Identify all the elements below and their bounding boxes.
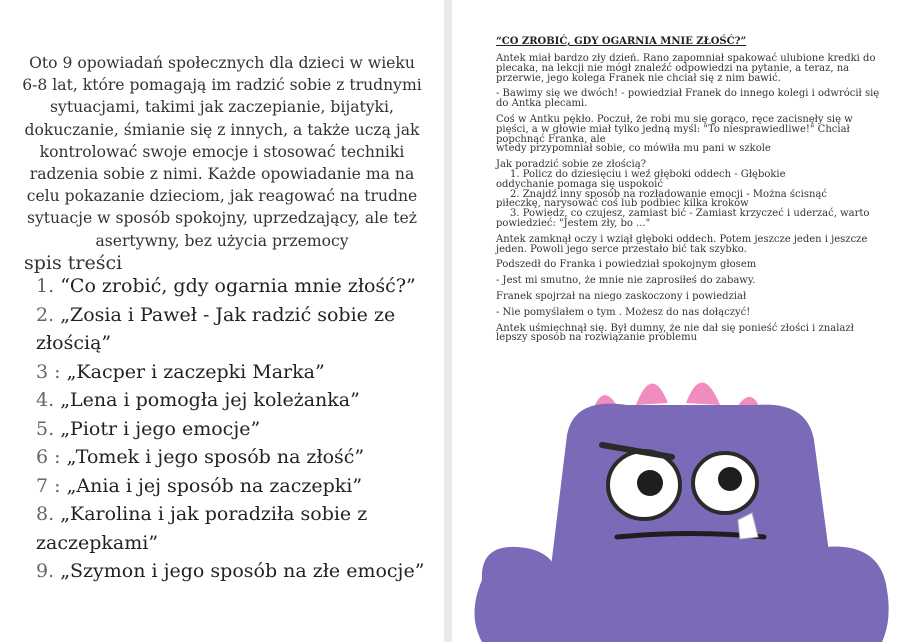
story-paragraph: - Nie pomyślałem o tym . Możesz do nas dołączyć! [496, 306, 751, 318]
story-paragraph: Coś w Antku pękło. Poczuł, że robi mu się gorąco, ręce zacisnęły się w pięści, a w głowie miał tylko jedną myśl: "To niesprawiedliwe!" Chciał popchnąć Franka, ale [496, 113, 853, 145]
story-paragraph: Franek spojrzał na niego zaskoczony i powiedział [496, 290, 747, 302]
story-step: 1. Policz do dziesięciu i weź głęboki oddech - Głębokie [510, 168, 786, 180]
story-paragraph: Antek zamknął oczy i wziął głęboki oddech. Potem jeszcze jeden i jeszcze jeden. Powoli jego serce przestało bić tak szybko. [496, 233, 868, 255]
toc-text: „Ania i jej sposób na zaczepki” [66, 474, 363, 497]
toc-text: „Lena i pomogła jej koleżanka” [60, 389, 360, 411]
toc-item [36, 500, 436, 557]
toc-item [36, 386, 436, 415]
monster-left-hand-icon [475, 547, 559, 642]
toc-number: 4. [36, 389, 55, 411]
toc-item [36, 301, 436, 358]
toc-item [36, 415, 436, 444]
intro-paragraph: Oto 9 opowiadań społecznych dla dzieci w wieku 6-8 lat, które pomagają im radzić sobie z trudnymi sytuacjami, takimi jak zaczepianie, bijatyki, dokuczanie, śmianie się z innych, a także uczą jak kontrolować swoje emocje i stosować techniki radzenia sobie z nimi. Każde opowiadanie ma na celu pokazanie dzieciom, jak reagować na trudne sytuacje w sposób spokojny, uprzedzający, ale też asertywny, bez użycia przemocy [22, 54, 422, 250]
toc-text: „Tomek i jego sposób na złość” [66, 446, 365, 468]
toc-number: 2. [36, 303, 55, 326]
story-paragraph: Antek miał bardzo zły dzień. Rano zapomniał spakować ulubione kredki do plecaka, na lekcji nie mógł znaleźć odpowiedzi na pytanie, a teraz, na przerwie, jego kolega Franek nie chciał się z nim bawić. [496, 53, 876, 84]
story-step-detail: powiedzieć: "Jestem zły, bo ..." [496, 217, 651, 229]
story-paragraph: Podszedł do Franka i powiedział spokojnym głosem [496, 259, 757, 271]
story-step: 3. Powiedz, co czujesz, zamiast bić - Zamiast krzyczeć i uderzać, warto [510, 208, 870, 220]
toc-text: „Szymon i jego sposób na złe emocje” [60, 560, 425, 582]
story-question: Jak poradzić sobie ze złością? [496, 159, 647, 171]
story-body [496, 54, 886, 349]
toc-text: “Co zrobić, gdy ogarnia mnie złość?” [60, 275, 416, 297]
right-page [452, 0, 900, 642]
toc-text: „Kacper i zaczepki Marka” [66, 360, 325, 383]
toc-title: spis treści [24, 252, 123, 274]
monster-body-icon [550, 404, 832, 575]
toc-number: 1. [36, 275, 55, 297]
story-paragraph: Antek uśmiechnął się. Był dumny, że nie dał się ponieść złości i znalazł lepszy sposób na rozwiązanie problemu [496, 322, 854, 344]
toc-number: 7 : [36, 474, 61, 497]
purple-monster-illustration [462, 365, 892, 642]
toc-number: 5. [36, 417, 55, 440]
toc-number: 9. [36, 560, 55, 582]
toc-text: „Zosia i Paweł - Jak radzić sobie ze złością” [36, 303, 396, 354]
left-page [0, 0, 444, 642]
toc-item [36, 443, 436, 472]
story-step-detail: piłeczkę, narysować coś lub podbiec kilka kroków [496, 198, 749, 210]
monster-right-hand-icon [792, 547, 889, 642]
toc-item [36, 272, 436, 301]
story-step-detail: oddychanie pomaga się uspokoić [496, 178, 663, 190]
story-step: 2. Znajdź inny sposób na rozładowanie emocji - Można ścisnąć [510, 188, 827, 200]
story-title: “CO ZROBIĆ, GDY OGARNIA MNIE ZŁOŚĆ?” [496, 36, 747, 47]
toc-item [36, 358, 436, 387]
toc-item [36, 472, 436, 501]
toc-number: 6 : [36, 446, 61, 468]
story-paragraph: - Jest mi smutno, że mnie nie zaprosiłeś do zabawy. [496, 275, 756, 287]
toc-text: „Karolina i jak poradziła sobie z zaczepkami” [36, 503, 368, 554]
toc-item [36, 557, 436, 586]
story-paragraph: - Bawimy się we dwóch! - powiedział Franek do innego kolegi i odwrócił się do Antka plecami. [496, 88, 880, 110]
page-gutter [444, 0, 452, 642]
toc-number: 3 : [36, 360, 61, 383]
toc-text: „Piotr i jego emocje” [60, 417, 261, 440]
story-paragraph: wtedy przypomniał sobie, co mówiła mu pani w szkole [496, 143, 771, 155]
toc-number: 8. [36, 503, 55, 525]
table-of-contents [36, 272, 436, 586]
